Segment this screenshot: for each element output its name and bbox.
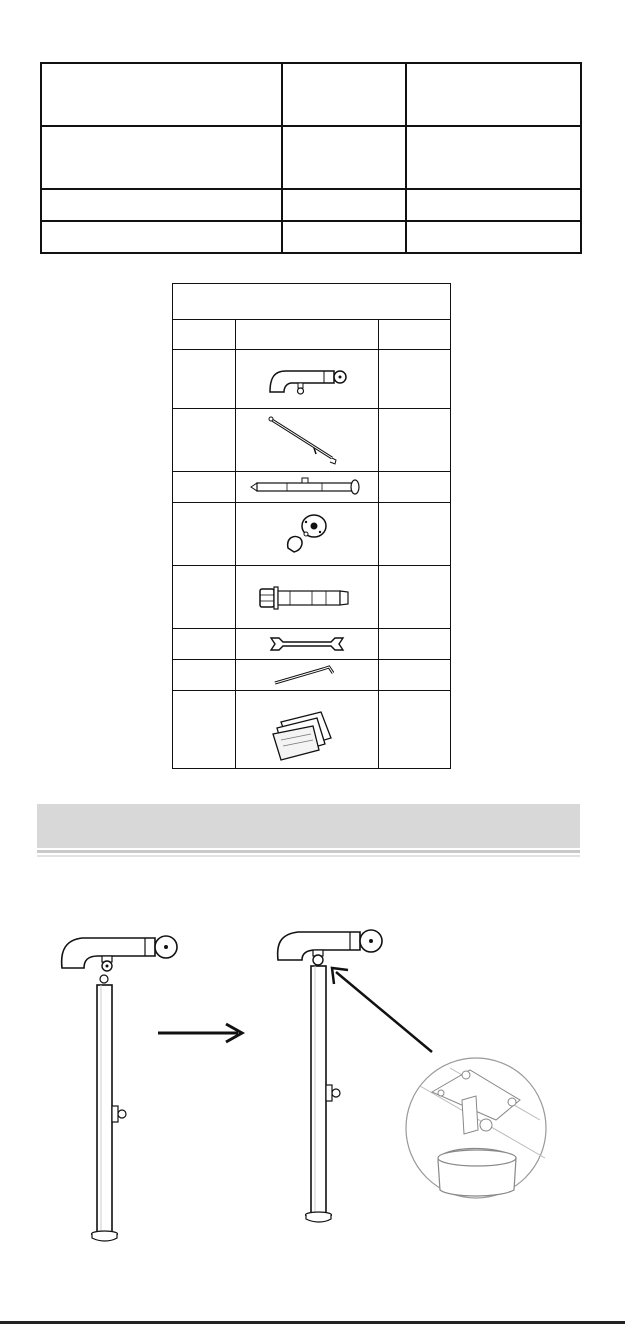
part-number bbox=[173, 660, 236, 691]
parts-header-qty bbox=[379, 320, 451, 350]
parts-row bbox=[173, 350, 451, 409]
spec-cell bbox=[41, 126, 282, 189]
spec-cell bbox=[406, 189, 581, 221]
spec-cell bbox=[41, 189, 282, 221]
parts-row bbox=[173, 566, 451, 629]
part-qty bbox=[379, 409, 451, 472]
spec-cell bbox=[282, 189, 406, 221]
pointer-arrow-icon bbox=[332, 968, 432, 1052]
parts-header-part bbox=[236, 320, 379, 350]
spec-cell bbox=[41, 221, 282, 253]
part-qty bbox=[379, 350, 451, 409]
part-qty bbox=[379, 629, 451, 660]
part-qty bbox=[379, 566, 451, 629]
post-with-elbow-assembled-icon bbox=[278, 930, 382, 1222]
spec-cell bbox=[282, 221, 406, 253]
spec-cell bbox=[282, 63, 406, 126]
parts-row bbox=[173, 503, 451, 566]
tube-rail-icon bbox=[247, 477, 367, 497]
spec-cell bbox=[406, 221, 581, 253]
divider bbox=[37, 855, 580, 857]
part-number bbox=[173, 629, 236, 660]
spec-table bbox=[40, 62, 582, 254]
detail-magnifier-icon bbox=[406, 1058, 546, 1198]
anchor-bolt-icon bbox=[252, 577, 362, 617]
post-with-elbow-exploded-icon bbox=[62, 936, 177, 1241]
elbow-connector-icon bbox=[262, 362, 352, 396]
part-number bbox=[173, 566, 236, 629]
parts-row bbox=[173, 409, 451, 472]
spec-cell bbox=[282, 126, 406, 189]
part-qty bbox=[379, 660, 451, 691]
direction-arrow-icon bbox=[158, 1024, 242, 1042]
part-number bbox=[173, 472, 236, 503]
parts-table-title bbox=[173, 284, 451, 320]
parts-row bbox=[173, 660, 451, 691]
part-number bbox=[173, 691, 236, 769]
section-heading-band bbox=[37, 804, 580, 848]
part-number bbox=[173, 350, 236, 409]
parts-table bbox=[172, 283, 451, 769]
part-number bbox=[173, 409, 236, 472]
part-number bbox=[173, 503, 236, 566]
part-qty bbox=[379, 472, 451, 503]
parts-header-no bbox=[173, 320, 236, 350]
spec-cell bbox=[41, 63, 282, 126]
hex-key-icon bbox=[267, 663, 347, 687]
wrench-icon bbox=[267, 633, 347, 655]
assembly-diagram bbox=[0, 920, 625, 1250]
part-qty bbox=[379, 691, 451, 769]
handrail-bar-icon bbox=[262, 414, 352, 466]
divider bbox=[37, 850, 580, 853]
spec-cell bbox=[406, 63, 581, 126]
parts-row bbox=[173, 691, 451, 769]
parts-row bbox=[173, 472, 451, 503]
end-cap-icon bbox=[272, 508, 342, 560]
part-qty bbox=[379, 503, 451, 566]
instruction-sheet-icon bbox=[267, 698, 347, 762]
parts-row bbox=[173, 629, 451, 660]
spec-cell bbox=[406, 126, 581, 189]
